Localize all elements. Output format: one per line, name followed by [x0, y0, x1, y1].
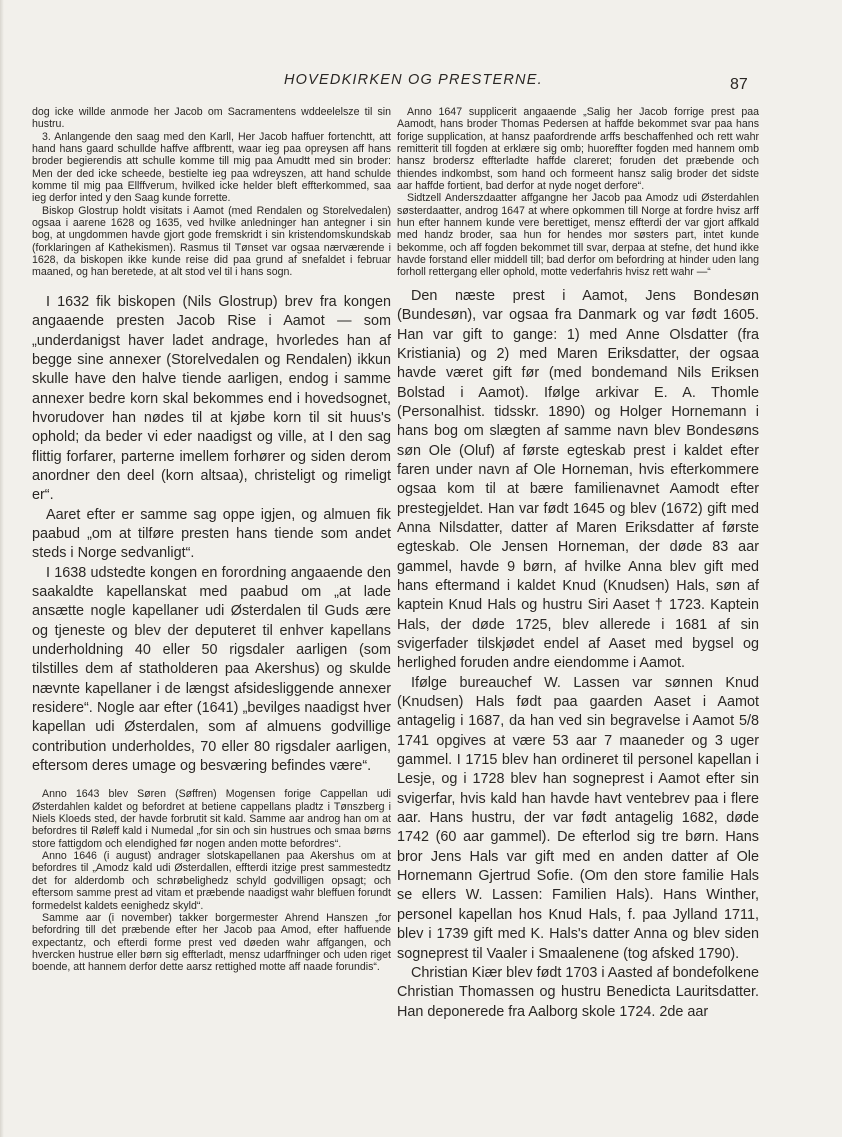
quote-paragraph: Sidtzell Anderszdaatter affgangne her Jacob paa Amodz udi Østerdahlen søsterdaatter, androg 1647 at where opkommen till Norge at fordre hvisz arff hun efter hannem kunde vere berettiget, mensz effterdi der var gjort affkald med handz broder, saa hun for hendes mor søsters part, intet kunde bekomme, och aff fogden bekommet till svar, derpaa at stefne, det hund ikke havde forstand eller middell till; bad derfor om befordring at hinder uden lang forholl rettergang eller ophold, motte vederfahris hvisz rett wahr —“	[397, 192, 759, 279]
body-paragraph: Ifølge bureauchef W. Lassen var sønnen Knud (Knudsen) Hals født paa gaarden Aaset i Aamot antagelig i 1687, da han ved sin begravelse i Aamot 5/8 1741 opgives at være 53 aar 7 maaneder og 3 uger gammel. I 1715 blev han ordineret til personel kapellan i Lesje, og i 1728 blev han sogneprest i Aamot efter sin svigerfar, hvis kald han havde havt ventebrev paa i flere aar. Hans hustru, der var født antagelig 1682, døde 1742 (60 aar gammel). De efterlod sig tre børn. Hans bror Jens Hals var gift med en anden datter af Ole Hornemann Gjertrud Sofie. (Om den store familie Hals se ellers W. Lassen: Familien Hals). Hans Winther, personel kapellan hos Knud Hals, f. paa Jylland 1711, blev i 1739 gift med K. Hals's datter Anna og blev siden sogneprest til Vaaler i Smaalenene (tog afsked 1790).	[397, 674, 759, 962]
right-column	[397, 106, 759, 1022]
body-paragraph: Den næste prest i Aamot, Jens Bondesøn (Bundesøn), var ogsaa fra Danmark og var født 1605. Han var gift to gange: 1) med Anne Olsdatter (fra Kristiania) og 2) med Maren Eriksdatter, der ogsaa havde været gift før (med bondemand Nils Eriksen Bolstad i Aamot). Ifølge arkivar E. A. Thomle (Personalhist. tidsskr. 1890) og Holger Hornemann i hans bog om slægten af samme navn blev Bondesøns søn Ole (Oluf) af første egteskab prest i kaldet efter faren under navn af Ole Horneman, hvis efterkommere ogsaa kom til at bære familienavnet Aamodt efter prestegjeldet. Han var født 1645 og blev (1672) gift med Anna Nilsdatter, datter af Maren Eriksdatter af første egteskab. Ole Jensen Horneman, der døde 83 aar gammel, havde 9 børn, af hvilke Anna blev gift med hans eftermand i kaldet Knud (Knudsen) Hals, søn af kaptein Knud Hals og hustru Siri Aaset † 1723. Kaptein Hals, der døde 1725, blev allerede i 1681 af sin svigerfader tilskjødet endel af Aaset med bygsel og herlighed foruden andre eiendomme i Aamot.	[397, 287, 759, 672]
body-note-paragraph: Biskop Glostrup holdt visitats i Aamot (med Rendalen og Storelvedalen) ogsaa i aarene 1628 og 1635, ved hvilke anledninger han antegner i sin bog, at ungdommen havde gjort gode fremskridt i sin kristendomskundskab (forklaringen af Kathekismen). Rasmus til Tønset var ogsaa nærværende i 1628, da biskopen ikke kunde reise did paa grund af snefaldet i februar maaned, og han beretede, at alt stod vel til i hans sogn.	[32, 204, 391, 279]
quote-paragraph: Samme aar (i november) takker borgermester Ahrend Hanszen „for befordring till det præbende efter her Jacob paa Amod, efter haffuende expectantz, och efterdi forme prest ved døeden wahr affgangen, och hvercken hustrue eller børn sig effterladt, mensz udarffninger och uden riget boende, att hannem derfor dette aarsz rettighed motte aff naade forundis“.	[32, 911, 391, 974]
quote-paragraph: 3. Anlangende den saag med den Karll, Her Jacob haffuer fortenchtt, att hand hans gaard schullde haffve affbrentt, waar ieg paa opreysen aff hans broder begierendis att schulle komme till mig paa Amudtt med sin broder: Men der ded icke scheede, bestielte ieg paa wdreyszen, att hand schulde komme til mig paa Ellffverum, hvilked icke helder bleft effterkommed, saa ieg derfor inted y den Saag kunde forrette.	[32, 130, 391, 205]
body-paragraph: Aaret efter er samme sag oppe igjen, og almuen fik paabud „om at tilføre presten hans tiende som andet steds i Norge sedvanligt“.	[32, 506, 391, 562]
page-number: 87	[730, 76, 748, 93]
quote-paragraph: dog icke willde anmode her Jacob om Sacramentens wddeelelsze til sin hustru.	[32, 106, 391, 131]
running-head: HOVEDKIRKEN OG PRESTERNE.	[284, 72, 543, 88]
quote-paragraph: Anno 1643 blev Søren (Søffren) Mogensen forige Cappellan udi Østerdahlen kaldet og befordret at betiene cappellans pladtz i Tønszberg i Niels Kloeds sted, der havde forbrutit sit kald. Samme aar androg han om at befordres til Røleff kald i Numedal „for sin och sin hustrues och smaa børns store fattigdom och elendighed før nogen anden motte befordres“.	[32, 788, 391, 850]
quote-paragraph: Anno 1647 supplicerit angaaende „Salig her Jacob forrige prest paa Aamodt, hans broder Thomas Pedersen at haffde bekommet svar paa hans forige supplication, at hansz paafordrende arffs beschaffenhed och rett wahr remitterit till fogden at erklære sig omb; huoreffter fogden med hannem omb hansz brodersz effterladte haffde clareret; foruden det præbende och thiendes indkombst, som hand och formeent hansz salig broder det sidste aar haffde fortient, bad derfor at nyde noget derfore“.	[397, 106, 759, 193]
body-paragraph: I 1632 fik biskopen (Nils Glostrup) brev fra kongen angaaende presten Jacob Rise i Aamot — som „underdanigst haver ladet andrage, hvorledes han af begge sine annexer (Storelvedalen og Rendalen) ikkun skulle have den halve tiende aarligen, endog i samme annexer bedre korn skal bekommes end i hovedsognet, hvorudover han nødes til at kjøbe korn til sit huus's ophold; da beder vi eder naadigst og ville, at I den sag flittig forfarer, parterne imellem forhører og siden derom anordner den deel (korn altsaa), christeligt og rimeligt er“.	[32, 293, 391, 504]
left-column	[32, 106, 391, 974]
page-edge-shadow	[0, 0, 4, 1137]
quote-paragraph: Anno 1646 (i august) andrager slotskapellanen paa Akershus om at befordres til „Amodz kald udi Østerdallen, effterdi itzige prest sammestedtz det for alderdomb och schrøbelighedz schyld godvilligen opsagt; och eftersom samme prest ad vitam et præbende naadigst wahr bleffuen forundt formedelst kaldets eenighedz skyld“.	[32, 850, 391, 912]
body-paragraph: I 1638 udstedte kongen en forordning angaaende den saakaldte kapellanskat med paabud om „at lade ansætte nogle kapellaner udi Østerdalen til Guds ære og tjeneste og blev der deputeret til enhver kapellans underholdning 40 eller 50 rigsdaler aarligen (som tilstilles dem af statholderen paa Akershus) og skulde nævnte kapellaner i de længst afsidesliggende annexer residere“. Nogle aar efter (1641) „bevilges naadigst hver kapellan udi Østerdalen, som af almuens godvillige contribution underholdes, 70 eller 80 rigsdaler aarligen, eftersom deres umage og besværing befindes være“.	[32, 564, 391, 775]
page-header	[0, 72, 842, 92]
body-paragraph: Christian Kiær blev født 1703 i Aasted af bondefolkene Christian Thomassen og hustru Benedicta Lauritsdatter. Han deponerede fra Aalborg skole 1724. 2de aar	[397, 964, 759, 1020]
